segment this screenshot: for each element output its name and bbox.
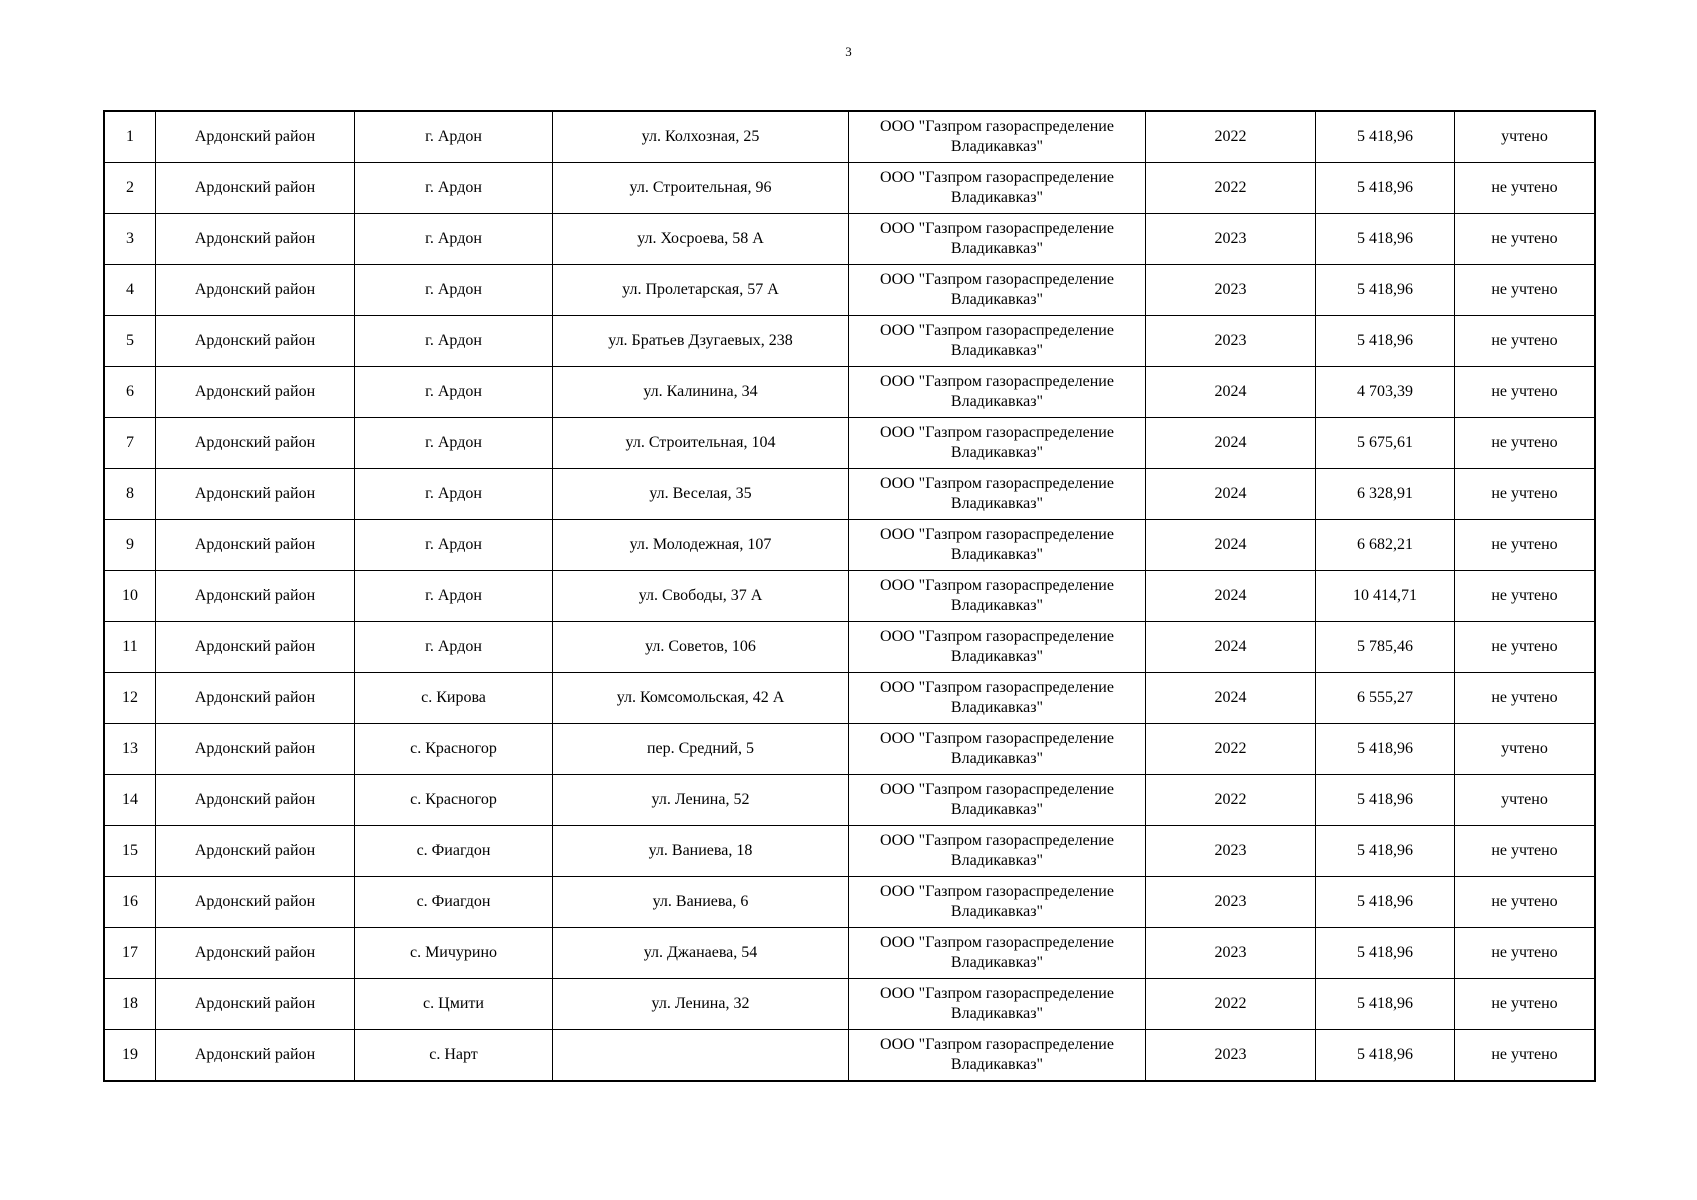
- district-cell: Ардонский район: [156, 928, 355, 979]
- organization-name-line: ООО "Газпром газораспределение: [880, 1036, 1114, 1053]
- year-cell: 2023: [1146, 316, 1316, 367]
- district-cell: Ардонский район: [156, 622, 355, 673]
- amount-cell: 6 682,21: [1316, 520, 1455, 571]
- status-cell: учтено: [1455, 111, 1596, 163]
- organization-cell: [849, 520, 1146, 571]
- organization-cell: [849, 163, 1146, 214]
- organization-cell: [849, 214, 1146, 265]
- year-cell: 2023: [1146, 265, 1316, 316]
- amount-cell: 5 418,96: [1316, 775, 1455, 826]
- district-cell: Ардонский район: [156, 214, 355, 265]
- row-number-cell: 2: [104, 163, 156, 214]
- table-row: [104, 928, 1595, 979]
- organization-name-line: Владикавказ": [950, 954, 1044, 971]
- settlement-cell: с. Красногор: [355, 724, 553, 775]
- organization-cell: [849, 979, 1146, 1030]
- status-cell: не учтено: [1455, 469, 1596, 520]
- row-number-cell: 12: [104, 673, 156, 724]
- organization-name-line: Владикавказ": [950, 597, 1044, 614]
- status-cell: не учтено: [1455, 367, 1596, 418]
- address-cell: ул. Строительная, 104: [553, 418, 849, 469]
- status-cell: не учтено: [1455, 571, 1596, 622]
- address-cell: ул. Ваниева, 6: [553, 877, 849, 928]
- status-cell: учтено: [1455, 724, 1596, 775]
- organization-name-line: Владикавказ": [950, 903, 1044, 920]
- settlement-cell: г. Ардон: [355, 265, 553, 316]
- table-row: [104, 265, 1595, 316]
- settlement-cell: г. Ардон: [355, 622, 553, 673]
- row-number-cell: 13: [104, 724, 156, 775]
- year-cell: 2024: [1146, 418, 1316, 469]
- organization-name-line: Владикавказ": [950, 393, 1044, 410]
- settlement-cell: г. Ардон: [355, 367, 553, 418]
- district-cell: Ардонский район: [156, 1030, 355, 1082]
- year-cell: 2022: [1146, 163, 1316, 214]
- amount-cell: 6 555,27: [1316, 673, 1455, 724]
- row-number-cell: 6: [104, 367, 156, 418]
- address-cell: ул. Калинина, 34: [553, 367, 849, 418]
- organization-name-line: Владикавказ": [950, 801, 1044, 818]
- table-row: [104, 877, 1595, 928]
- organization-name-line: Владикавказ": [950, 240, 1044, 257]
- organization-name-line: Владикавказ": [950, 444, 1044, 461]
- organization-name-line: Владикавказ": [950, 699, 1044, 716]
- table-row: [104, 622, 1595, 673]
- amount-cell: 5 418,96: [1316, 214, 1455, 265]
- organization-name-line: ООО "Газпром газораспределение: [880, 220, 1114, 237]
- year-cell: 2024: [1146, 520, 1316, 571]
- year-cell: 2024: [1146, 571, 1316, 622]
- status-cell: не учтено: [1455, 316, 1596, 367]
- settlement-cell: г. Ардон: [355, 214, 553, 265]
- row-number-cell: 15: [104, 826, 156, 877]
- row-number-cell: 9: [104, 520, 156, 571]
- organization-name-line: Владикавказ": [950, 750, 1044, 767]
- status-cell: не учтено: [1455, 163, 1596, 214]
- settlement-cell: с. Кирова: [355, 673, 553, 724]
- address-cell: ул. Советов, 106: [553, 622, 849, 673]
- address-cell: ул. Веселая, 35: [553, 469, 849, 520]
- organization-name-line: Владикавказ": [950, 648, 1044, 665]
- address-cell: ул. Комсомольская, 42 А: [553, 673, 849, 724]
- settlement-cell: с. Цмити: [355, 979, 553, 1030]
- district-cell: Ардонский район: [156, 520, 355, 571]
- organization-cell: [849, 316, 1146, 367]
- organization-cell: [849, 877, 1146, 928]
- organization-name-line: ООО "Газпром газораспределение: [880, 883, 1114, 900]
- status-cell: не учтено: [1455, 877, 1596, 928]
- district-cell: Ардонский район: [156, 775, 355, 826]
- organization-name-line: ООО "Газпром газораспределение: [880, 730, 1114, 747]
- year-cell: 2023: [1146, 877, 1316, 928]
- table-row: [104, 316, 1595, 367]
- year-cell: 2023: [1146, 928, 1316, 979]
- organization-name-line: ООО "Газпром газораспределение: [880, 475, 1114, 492]
- row-number-cell: 17: [104, 928, 156, 979]
- organization-name-line: ООО "Газпром газораспределение: [880, 985, 1114, 1002]
- amount-cell: 5 675,61: [1316, 418, 1455, 469]
- settlement-cell: г. Ардон: [355, 571, 553, 622]
- status-cell: не учтено: [1455, 928, 1596, 979]
- status-cell: учтено: [1455, 775, 1596, 826]
- organization-name-line: ООО "Газпром газораспределение: [880, 271, 1114, 288]
- organization-name-line: Владикавказ": [950, 138, 1044, 155]
- organization-cell: [849, 111, 1146, 163]
- organization-name-line: ООО "Газпром газораспределение: [880, 424, 1114, 441]
- page-number: 3: [845, 44, 852, 59]
- organization-name-line: Владикавказ": [950, 852, 1044, 869]
- row-number-cell: 1: [104, 111, 156, 163]
- organization-name-line: ООО "Газпром газораспределение: [880, 169, 1114, 186]
- organization-name-line: ООО "Газпром газораспределение: [880, 781, 1114, 798]
- row-number-cell: 18: [104, 979, 156, 1030]
- status-cell: не учтено: [1455, 826, 1596, 877]
- table-row: [104, 1030, 1595, 1082]
- address-cell: ул. Пролетарская, 57 А: [553, 265, 849, 316]
- table-row: [104, 775, 1595, 826]
- row-number-cell: 4: [104, 265, 156, 316]
- row-number-cell: 10: [104, 571, 156, 622]
- table-row: [104, 571, 1595, 622]
- district-cell: Ардонский район: [156, 111, 355, 163]
- organization-cell: [849, 724, 1146, 775]
- table-row: [104, 673, 1595, 724]
- year-cell: 2022: [1146, 979, 1316, 1030]
- organization-name-line: Владикавказ": [950, 546, 1044, 563]
- amount-cell: 4 703,39: [1316, 367, 1455, 418]
- district-cell: Ардонский район: [156, 673, 355, 724]
- registry-table-body: [104, 111, 1595, 1081]
- settlement-cell: с. Фиагдон: [355, 877, 553, 928]
- address-cell: ул. Братьев Дзугаевых, 238: [553, 316, 849, 367]
- district-cell: Ардонский район: [156, 367, 355, 418]
- address-cell: ул. Ваниева, 18: [553, 826, 849, 877]
- organization-cell: [849, 928, 1146, 979]
- row-number-cell: 5: [104, 316, 156, 367]
- organization-name-line: ООО "Газпром газораспределение: [880, 577, 1114, 594]
- amount-cell: 5 418,96: [1316, 316, 1455, 367]
- amount-cell: 5 418,96: [1316, 111, 1455, 163]
- organization-name-line: ООО "Газпром газораспределение: [880, 373, 1114, 390]
- status-cell: не учтено: [1455, 673, 1596, 724]
- year-cell: 2024: [1146, 469, 1316, 520]
- status-cell: не учтено: [1455, 265, 1596, 316]
- amount-cell: 5 418,96: [1316, 265, 1455, 316]
- organization-name-line: ООО "Газпром газораспределение: [880, 118, 1114, 135]
- district-cell: Ардонский район: [156, 469, 355, 520]
- status-cell: не учтено: [1455, 979, 1596, 1030]
- settlement-cell: г. Ардон: [355, 520, 553, 571]
- organization-name-line: ООО "Газпром газораспределение: [880, 526, 1114, 543]
- organization-cell: [849, 622, 1146, 673]
- status-cell: не учтено: [1455, 1030, 1596, 1082]
- year-cell: 2023: [1146, 1030, 1316, 1082]
- amount-cell: 5 785,46: [1316, 622, 1455, 673]
- table-row: [104, 724, 1595, 775]
- organization-cell: [849, 571, 1146, 622]
- organization-name-line: Владикавказ": [950, 189, 1044, 206]
- organization-name-line: Владикавказ": [950, 291, 1044, 308]
- year-cell: 2022: [1146, 775, 1316, 826]
- amount-cell: 5 418,96: [1316, 928, 1455, 979]
- row-number-cell: 3: [104, 214, 156, 265]
- table-row: [104, 469, 1595, 520]
- district-cell: Ардонский район: [156, 316, 355, 367]
- organization-cell: [849, 826, 1146, 877]
- settlement-cell: с. Мичурино: [355, 928, 553, 979]
- year-cell: 2022: [1146, 111, 1316, 163]
- organization-cell: [849, 673, 1146, 724]
- address-cell: ул. Молодежная, 107: [553, 520, 849, 571]
- address-cell: ул. Хосроева, 58 А: [553, 214, 849, 265]
- gasification-registry-table: [103, 110, 1596, 1082]
- row-number-cell: 19: [104, 1030, 156, 1082]
- status-cell: не учтено: [1455, 520, 1596, 571]
- amount-cell: 5 418,96: [1316, 979, 1455, 1030]
- amount-cell: 5 418,96: [1316, 877, 1455, 928]
- organization-name-line: ООО "Газпром газораспределение: [880, 628, 1114, 645]
- settlement-cell: г. Ардон: [355, 469, 553, 520]
- table-row: [104, 214, 1595, 265]
- row-number-cell: 11: [104, 622, 156, 673]
- year-cell: 2023: [1146, 214, 1316, 265]
- status-cell: не учтено: [1455, 214, 1596, 265]
- district-cell: Ардонский район: [156, 724, 355, 775]
- district-cell: Ардонский район: [156, 418, 355, 469]
- organization-cell: [849, 418, 1146, 469]
- address-cell: ул. Колхозная, 25: [553, 111, 849, 163]
- table-row: [104, 163, 1595, 214]
- address-cell: ул. Джанаева, 54: [553, 928, 849, 979]
- year-cell: 2023: [1146, 826, 1316, 877]
- settlement-cell: с. Красногор: [355, 775, 553, 826]
- address-cell: ул. Строительная, 96: [553, 163, 849, 214]
- organization-name-line: Владикавказ": [950, 342, 1044, 359]
- district-cell: Ардонский район: [156, 571, 355, 622]
- amount-cell: 10 414,71: [1316, 571, 1455, 622]
- table-row: [104, 979, 1595, 1030]
- organization-cell: [849, 1030, 1146, 1082]
- organization-name-line: ООО "Газпром газораспределение: [880, 322, 1114, 339]
- district-cell: Ардонский район: [156, 826, 355, 877]
- status-cell: не учтено: [1455, 418, 1596, 469]
- status-cell: не учтено: [1455, 622, 1596, 673]
- organization-name-line: ООО "Газпром газораспределение: [880, 934, 1114, 951]
- district-cell: Ардонский район: [156, 265, 355, 316]
- district-cell: Ардонский район: [156, 979, 355, 1030]
- amount-cell: 5 418,96: [1316, 163, 1455, 214]
- settlement-cell: г. Ардон: [355, 111, 553, 163]
- row-number-cell: 14: [104, 775, 156, 826]
- settlement-cell: г. Ардон: [355, 163, 553, 214]
- organization-cell: [849, 265, 1146, 316]
- address-cell: пер. Средний, 5: [553, 724, 849, 775]
- settlement-cell: г. Ардон: [355, 316, 553, 367]
- organization-name-line: ООО "Газпром газораспределение: [880, 679, 1114, 696]
- amount-cell: 5 418,96: [1316, 826, 1455, 877]
- amount-cell: 5 418,96: [1316, 724, 1455, 775]
- address-cell: ул. Свободы, 37 А: [553, 571, 849, 622]
- organization-name-line: Владикавказ": [950, 495, 1044, 512]
- table-row: [104, 520, 1595, 571]
- year-cell: 2024: [1146, 673, 1316, 724]
- year-cell: 2024: [1146, 622, 1316, 673]
- district-cell: Ардонский район: [156, 877, 355, 928]
- table-row: [104, 111, 1595, 163]
- settlement-cell: с. Фиагдон: [355, 826, 553, 877]
- organization-cell: [849, 367, 1146, 418]
- settlement-cell: с. Нарт: [355, 1030, 553, 1082]
- row-number-cell: 8: [104, 469, 156, 520]
- amount-cell: 5 418,96: [1316, 1030, 1455, 1082]
- organization-cell: [849, 469, 1146, 520]
- amount-cell: 6 328,91: [1316, 469, 1455, 520]
- organization-name-line: Владикавказ": [950, 1056, 1044, 1073]
- table-row: [104, 826, 1595, 877]
- district-cell: Ардонский район: [156, 163, 355, 214]
- year-cell: 2022: [1146, 724, 1316, 775]
- table-row: [104, 418, 1595, 469]
- row-number-cell: 16: [104, 877, 156, 928]
- address-cell: ул. Ленина, 32: [553, 979, 849, 1030]
- year-cell: 2024: [1146, 367, 1316, 418]
- organization-cell: [849, 775, 1146, 826]
- address-cell: [553, 1030, 849, 1082]
- organization-name-line: ООО "Газпром газораспределение: [880, 832, 1114, 849]
- settlement-cell: г. Ардон: [355, 418, 553, 469]
- address-cell: ул. Ленина, 52: [553, 775, 849, 826]
- row-number-cell: 7: [104, 418, 156, 469]
- organization-name-line: Владикавказ": [950, 1005, 1044, 1022]
- table-row: [104, 367, 1595, 418]
